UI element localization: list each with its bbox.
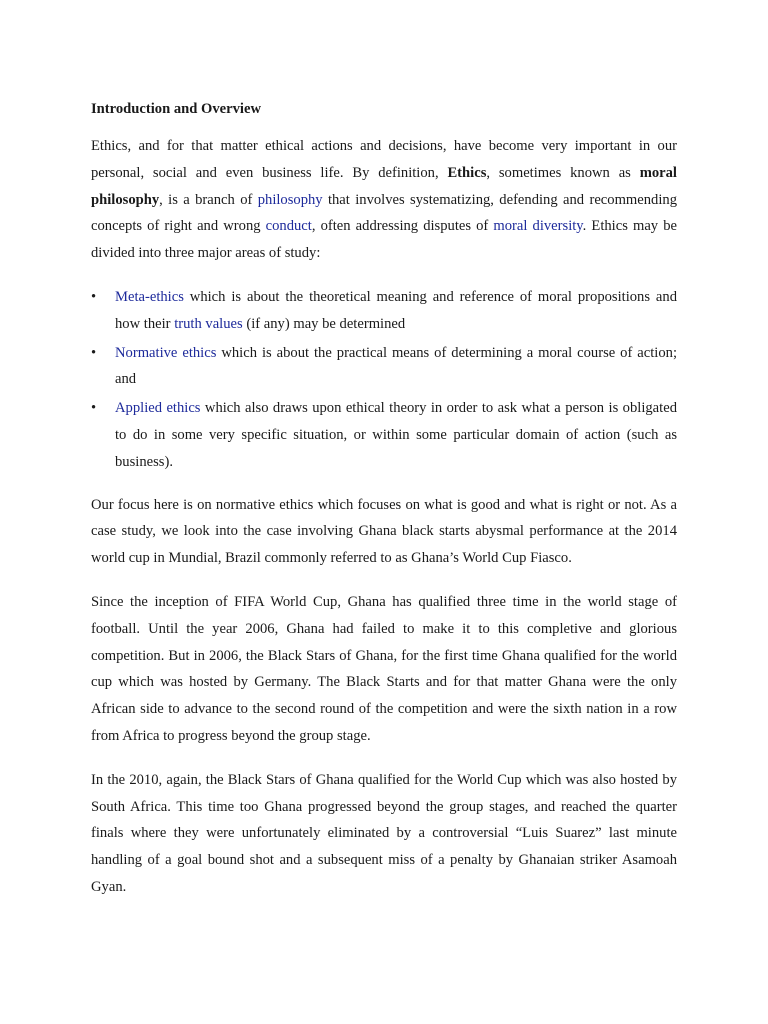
applied-ethics-text: which also draws upon ethical theory in order to ask what a person is obligated to do in some very specific situation, or within some particular domain of action (such as business). xyxy=(115,400,677,470)
meta-ethics-link[interactable]: Meta-ethics xyxy=(115,288,184,305)
applied-ethics-link[interactable]: Applied ethics xyxy=(115,400,201,417)
world-cup-2010-paragraph: In the 2010, again, the Black Stars of Ghana qualified for the World Cup which was also hosted by South Africa. This time too Ghana progressed beyond the group stages, and reached the quarter finals where they were unfortunately eliminated by a controversial “Luis Suarez” last minute handling of a goal bound shot and a subsequent miss of a penalty by Ghanaian striker Asamoah Gyan. xyxy=(91,771,677,895)
document-body xyxy=(91,99,677,918)
list-item-applied-ethics xyxy=(91,395,677,475)
philosophy-link[interactable]: philosophy xyxy=(257,191,323,208)
history-paragraph: Since the inception of FIFA World Cup, Ghana has qualified three time in the world stage of football. Until the year 2006, Ghana had failed to make it to this completive and glorious competition. But in 2006, the Black Stars of Ghana, for the first time Ghana qualified for the world cup which was hosted by Germany. The Black Starts and for that matter Ghana were the only African side to advance to the second round of the competition and were the sixth nation in a row from Africa to progress beyond the group stage. xyxy=(91,593,677,744)
intro-text-2: , sometimes known as xyxy=(486,164,640,181)
areas-of-study-list xyxy=(91,284,677,476)
meta-ethics-text-2: (if any) may be determined xyxy=(242,315,406,332)
intro-text-5: , often addressing disputes of xyxy=(311,218,494,235)
list-item-meta-ethics xyxy=(91,284,677,338)
intro-paragraph xyxy=(91,133,677,267)
list-item-normative-ethics xyxy=(91,340,677,394)
meta-ethics-text-1: which is about the theoretical meaning and reference of moral propositions and how their xyxy=(115,288,677,332)
intro-text-6: . Ethics may be divided into three major areas of study: xyxy=(91,218,677,262)
bullet: • xyxy=(91,400,97,417)
ethics-term: Ethics xyxy=(447,164,487,181)
moral-diversity-link[interactable]: moral diversity xyxy=(493,218,583,235)
bullet: • xyxy=(91,288,97,305)
intro-text-4: that involves systematizing, defending and recommending concepts of right and wrong xyxy=(91,191,677,235)
section-heading: Introduction and Overview xyxy=(91,101,262,117)
bullet: • xyxy=(91,344,97,361)
normative-ethics-text: which is about the practical means of determining a moral course of action; and xyxy=(115,344,677,388)
truth-values-link[interactable]: truth values xyxy=(174,315,243,332)
intro-text-3: , is a branch of xyxy=(159,191,258,208)
conduct-link[interactable]: conduct xyxy=(265,218,312,235)
normative-ethics-link[interactable]: Normative ethics xyxy=(115,344,217,361)
intro-text-1: Ethics, and for that matter ethical actions and decisions, have become very important in our personal, social and even business life. By definition, xyxy=(91,138,677,181)
moral-philosophy-term: moral philosophy xyxy=(91,164,677,208)
focus-paragraph: Our focus here is on normative ethics which focuses on what is good and what is right or not. As a case study, we look into the case involving Ghana black starts abysmal performance at the 2014 world cup in Mundial, Brazil commonly referred to as Ghana’s World Cup Fiasco. xyxy=(91,496,677,567)
